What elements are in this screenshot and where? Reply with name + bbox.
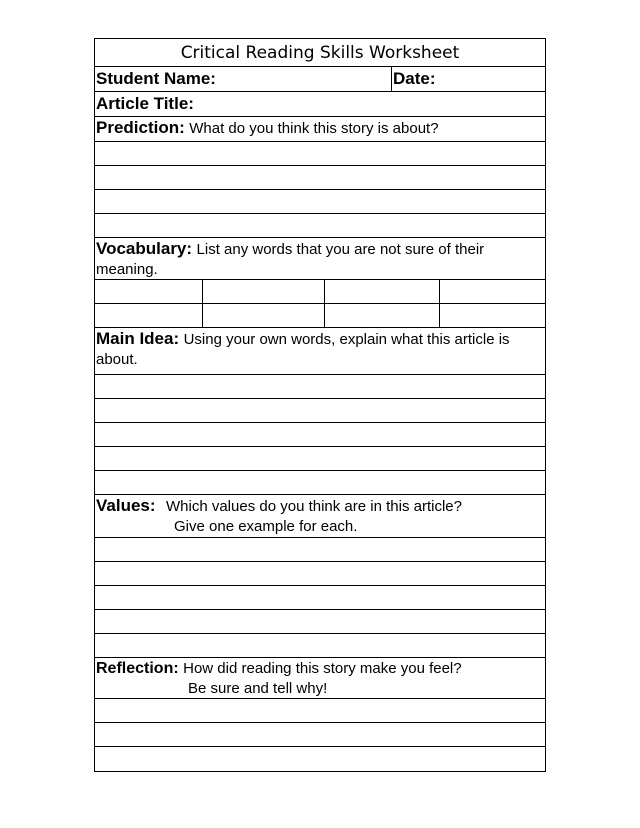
vocabulary-row [95,304,545,328]
values-line1: Which values do you think are in this article? [166,498,462,515]
vocabulary-heading [95,238,545,280]
reflection-line[interactable] [95,747,545,771]
date-field[interactable] [392,67,436,91]
article-title-label: Article Title: [96,94,194,113]
main-idea-line[interactable] [95,375,545,399]
vocabulary-cell[interactable] [325,280,440,303]
vocabulary-cell[interactable] [95,304,203,327]
vocabulary-cell[interactable] [203,280,325,303]
prediction-heading [95,117,545,142]
prediction-label: Prediction: [96,118,185,137]
worksheet-title: Critical Reading Skills Worksheet [95,39,545,67]
main-idea-label: Main Idea: [96,329,180,348]
values-line[interactable] [95,586,545,610]
vocabulary-cell[interactable] [325,304,440,327]
vocabulary-cell[interactable] [440,280,545,303]
values-line[interactable] [95,562,545,586]
name-date-row [95,67,545,92]
reflection-label: Reflection: [96,660,179,677]
student-name-label: Student Name: [96,69,216,88]
reflection-line2: Be sure and tell why! [188,680,328,697]
main-idea-heading [95,328,545,375]
values-label: Values: [96,496,156,515]
values-line2: Give one example for each. [174,518,358,535]
vocabulary-label: Vocabulary: [96,239,193,258]
worksheet [94,38,546,772]
main-idea-line[interactable] [95,399,545,423]
prediction-text: What do you think this story is about? [189,120,439,137]
article-title-field[interactable] [95,92,545,117]
values-heading [95,495,545,538]
prediction-line[interactable] [95,166,545,190]
vocabulary-text: List any words that you are not sure of their meaning. [96,241,485,278]
vocabulary-row [95,280,545,304]
prediction-line[interactable] [95,214,545,238]
vocabulary-cell[interactable] [203,304,325,327]
student-name-field[interactable] [95,67,392,91]
vocabulary-cell[interactable] [95,280,203,303]
reflection-line[interactable] [95,699,545,723]
reflection-heading [95,658,545,699]
reflection-line[interactable] [95,723,545,747]
main-idea-line[interactable] [95,447,545,471]
main-idea-line[interactable] [95,471,545,495]
prediction-line[interactable] [95,142,545,166]
values-line[interactable] [95,538,545,562]
main-idea-line[interactable] [95,423,545,447]
prediction-line[interactable] [95,190,545,214]
vocabulary-cell[interactable] [440,304,545,327]
values-line[interactable] [95,610,545,634]
reflection-line1: How did reading this story make you feel? [183,660,462,677]
main-idea-text: Using your own words, explain what this article is about. [96,331,510,368]
date-label: Date: [393,69,436,88]
values-line[interactable] [95,634,545,658]
